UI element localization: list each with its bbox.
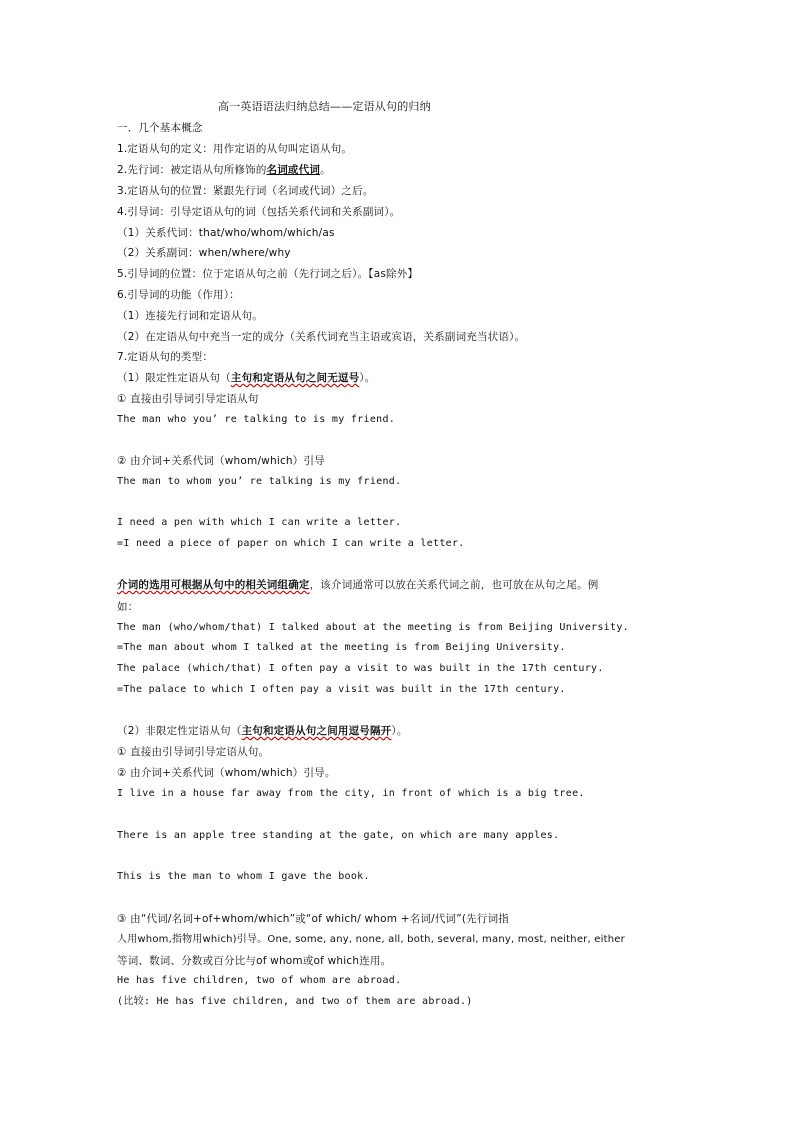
example-sentence: The man to whom you’ re talking is my friend. (117, 476, 402, 487)
example-sentence: The palace (which/that) I often pay a visit to was built in the 17th century. (117, 663, 604, 674)
text: ，该介词通常可以放在关系代词之前，也可放在从句之尾。例 (309, 579, 599, 591)
paragraph: ① 直接由引导词引导定语从句 (117, 393, 259, 405)
emphasis: 介词的选用可根据从句中的相关词组确定 (117, 579, 310, 591)
paragraph (117, 371, 375, 385)
text: 。 (320, 164, 331, 176)
emphasis: 主句和定语从句之间用逗号隔开 (241, 725, 392, 737)
text: ）。 (359, 372, 376, 384)
section-heading: 一．几个基本概念 (117, 122, 203, 134)
paragraph: （1）连接先行词和定语从句。 (117, 310, 263, 322)
emphasis: 名词或代词 (266, 164, 321, 176)
doc-title: 高一英语语法归纳总结——定语从句的归纳 (218, 100, 431, 113)
example-sentence: This is the man to whom I gave the book. (117, 871, 370, 882)
paragraph (117, 724, 408, 738)
paragraph (117, 578, 599, 592)
paragraph: 5.引导词的位置：位于定语从句之前（先行词之后）。【as除外】 (117, 268, 419, 280)
paragraph: 4.引导词：引导定语从句的词（包括关系代词和关系副词）。 (117, 206, 401, 218)
example-sentence: The man who you’ re talking to is my friend. (117, 414, 396, 425)
paragraph: 7.定语从句的类型： (117, 351, 214, 363)
paragraph: （1）关系代词：that/who/whom/which/as (117, 227, 335, 239)
paragraph: ② 由介词+关系代词（whom/which）引导。 (117, 767, 336, 779)
paragraph: 等词、数词、分数或百分比与of whom或of which连用。 (117, 955, 392, 967)
text: （1）限定性定语从句（ (117, 372, 231, 384)
paragraph: 1.定语从句的定义：用作定语的从句叫定语从句。 (117, 143, 353, 155)
example-sentence: The man (who/whom/that) I talked about at the meeting is from Beijing University. (117, 622, 629, 633)
example-sentence: =The man about whom I talked at the meeting is from Beijing University. (117, 642, 566, 653)
paragraph: （2）在定语从句中充当一定的成分（关系代词充当主语或宾语，关系副词充当状语）。 (117, 331, 526, 343)
paragraph: 3.定语从句的位置：紧跟先行词（名词或代词）之后。 (117, 185, 374, 197)
example-sentence: I live in a house far away from the city, in front of which is a big tree. (117, 788, 585, 799)
paragraph: ① 直接由引导词引导定语从句。 (117, 746, 270, 758)
paragraph (117, 163, 331, 177)
paragraph: 6.引导词的功能（作用）： (117, 289, 240, 301)
example-sentence: (比较: He has five children, and two of them are abroad.) (117, 996, 473, 1007)
example-sentence: He has five children, two of whom are abroad. (117, 975, 402, 986)
paragraph: ③ 由“代词/名词+of+whom/which”或“of which/ whom +名词/代词”(先行词指 (117, 913, 509, 925)
example-sentence: There is an apple tree standing at the gate, on which are many apples. (117, 830, 560, 841)
paragraph: 人用whom,指物用which)引导。One, some, any, none, all, both, several, many, most, neither, either (117, 934, 625, 945)
text: 2.先行词：被定语从句所修饰的 (117, 164, 267, 176)
example-sentence: =The palace to which I often pay a visit was built in the 17th century. (117, 684, 566, 695)
text: ）。 (391, 725, 408, 737)
paragraph: （2）关系副词：when/where/why (117, 247, 291, 259)
example-sentence: =I need a piece of paper on which I can write a letter. (117, 538, 465, 549)
paragraph: ② 由介词+关系代词（whom/which）引导 (117, 455, 325, 467)
example-sentence: I need a pen with which I can write a letter. (117, 517, 402, 528)
paragraph: 如： (117, 601, 139, 613)
text: （2）非限定性定语从句（ (117, 725, 242, 737)
emphasis: 主句和定语从句之间无逗号 (230, 372, 360, 384)
